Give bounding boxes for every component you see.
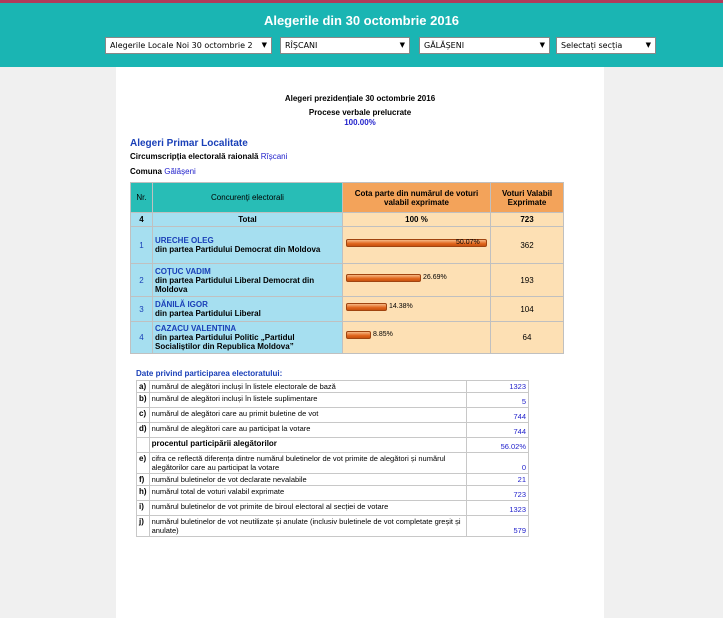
chevron-down-icon: ▼: [539, 41, 545, 49]
row-text: numărul de alegători care au primit buletine de vot: [149, 408, 466, 423]
candidate-name[interactable]: URECHE OLEG: [155, 236, 214, 245]
election-select-value: Alegerile Locale Noi 30 octombrie 2: [110, 41, 253, 50]
total-label: Total: [153, 213, 343, 227]
commune-label: Comuna: [130, 167, 162, 176]
row-text: procentul participării alegătorilor: [149, 438, 466, 453]
row-text: numărul de alegători incluși în listele suplimentare: [149, 393, 466, 408]
candidate-cell: [153, 322, 343, 354]
candidate-name[interactable]: DĂNILĂ IGOR: [155, 300, 208, 309]
participation-table: [136, 380, 529, 537]
circumscription-value: Rîșcani: [260, 152, 288, 161]
total-pct: 100 %: [343, 213, 491, 227]
commune-value: Gălășeni: [164, 167, 196, 176]
candidate-votes: 193: [491, 264, 564, 297]
share-bar: [346, 331, 371, 339]
report-heading: Alegeri prezidențiale 30 octombrie 2016: [284, 94, 436, 103]
share-label: 26.69%: [423, 274, 447, 281]
candidate-name[interactable]: CAZACU VALENTINA: [155, 324, 237, 333]
row-letter: c): [137, 408, 150, 423]
candidate-party: din partea Partidului Democrat din Moldova: [155, 245, 321, 254]
report-panel: [116, 67, 604, 618]
col-candidates-header: Concurenți electorali: [153, 183, 343, 213]
candidate-name[interactable]: COȚUC VADIM: [155, 266, 211, 276]
results-table: [130, 182, 564, 354]
row-value: 723: [467, 486, 529, 501]
row-value: 5: [467, 393, 529, 408]
row-letter: e): [137, 453, 150, 474]
row-text: numărul de alegători incluși în listele electorale de bază: [149, 381, 466, 393]
page-title: Alegerile din 30 octombrie 2016: [263, 13, 460, 28]
share-bar: [346, 303, 387, 311]
row-value: 56.02%: [467, 438, 529, 453]
chevron-down-icon: ▼: [645, 41, 651, 49]
commune-line: [130, 167, 196, 176]
participation-row: [137, 453, 529, 474]
col-nr-header: Nr.: [131, 183, 153, 213]
row-value: 744: [467, 408, 529, 423]
col-share-header: Cota parte din numărul de voturi valabil exprimate: [343, 183, 491, 213]
candidate-row: [131, 264, 564, 297]
col-votes-header: Voturi Valabil Exprimate: [491, 183, 564, 213]
locality-select-value: GĂLĂȘENI: [424, 41, 465, 50]
total-nr: 4: [131, 213, 153, 227]
row-text: numărul buletinelor de vot primite de biroul electoral al secției de votare: [149, 501, 466, 516]
circumscription-label: Circumscripția electorală raională: [130, 152, 259, 161]
candidate-party: din partea Partidului Politic „Partidul Socialiștilor din Republica Moldova”: [155, 333, 295, 351]
candidate-cell: [153, 297, 343, 322]
candidate-row: [131, 227, 564, 264]
row-letter: [137, 438, 150, 453]
processed-value: 100.00%: [344, 118, 376, 127]
candidate-nr: 2: [131, 264, 153, 297]
share-bar: [346, 274, 421, 282]
candidate-party: din partea Partidului Liberal: [155, 309, 261, 318]
section-select[interactable]: [556, 37, 656, 54]
candidate-row: [131, 297, 564, 322]
row-letter: a): [137, 381, 150, 393]
candidate-nr: 4: [131, 322, 153, 354]
processed-label: Procese verbale prelucrate: [308, 108, 412, 117]
row-text: numărul buletinelor de vot neutilizate și anulate (inclusiv buletinele de vot completate greșit și anulate): [149, 516, 466, 537]
row-letter: h): [137, 486, 150, 501]
row-value: 0: [467, 453, 529, 474]
row-text: cifra ce reflectă diferența dintre numărul buletinelor de vot primite de alegători și numărul alegătorilor care au participat la votare: [149, 453, 466, 474]
row-text: numărul total de voturi valabil exprimate: [149, 486, 466, 501]
participation-row: [137, 501, 529, 516]
participation-row: [137, 438, 529, 453]
section-select-value: Selectați secția: [561, 41, 623, 50]
district-select[interactable]: [280, 37, 410, 54]
row-letter: i): [137, 501, 150, 516]
row-letter: d): [137, 423, 150, 438]
share-cell: [343, 227, 491, 264]
header-bar: [0, 3, 723, 67]
participation-title: Date privind participarea electoratului:: [136, 369, 283, 378]
participation-row: [137, 423, 529, 438]
total-votes: 723: [491, 213, 564, 227]
participation-row: [137, 486, 529, 501]
candidate-party: din partea Partidului Liberal Democrat din Moldova: [155, 275, 315, 294]
participation-row: [137, 408, 529, 423]
district-select-value: RÎȘCANI: [285, 41, 318, 50]
candidate-votes: 362: [491, 227, 564, 264]
participation-row: [137, 381, 529, 393]
candidate-cell: [153, 227, 343, 264]
share-label: 14.38%: [389, 303, 413, 310]
candidate-cell: [153, 264, 343, 297]
candidate-nr: 3: [131, 297, 153, 322]
row-text: numărul buletinelor de vot declarate nevalabile: [149, 474, 466, 486]
row-text: numărul de alegători care au participat la votare: [149, 423, 466, 438]
candidate-votes: 104: [491, 297, 564, 322]
candidate-nr: 1: [131, 227, 153, 264]
row-letter: j): [137, 516, 150, 537]
locality-select[interactable]: [419, 37, 550, 54]
row-value: 1323: [467, 381, 529, 393]
share-cell: [343, 264, 491, 297]
participation-row: [137, 516, 529, 537]
row-letter: b): [137, 393, 150, 408]
share-label: 8.85%: [373, 331, 393, 338]
chevron-down-icon: ▼: [399, 41, 405, 49]
row-value: 744: [467, 423, 529, 438]
election-select[interactable]: [105, 37, 272, 54]
chevron-down-icon: ▼: [261, 41, 267, 49]
row-value: 1323: [467, 501, 529, 516]
candidate-votes: 64: [491, 322, 564, 354]
participation-row: [137, 393, 529, 408]
participation-row: [137, 474, 529, 486]
share-cell: [343, 297, 491, 322]
candidate-row: [131, 322, 564, 354]
row-value: 21: [467, 474, 529, 486]
row-value: 579: [467, 516, 529, 537]
circumscription-line: [130, 152, 287, 161]
section-title: Alegeri Primar Localitate: [130, 138, 248, 149]
share-cell: [343, 322, 491, 354]
row-letter: f): [137, 474, 150, 486]
share-label: 50.07%: [456, 239, 480, 246]
